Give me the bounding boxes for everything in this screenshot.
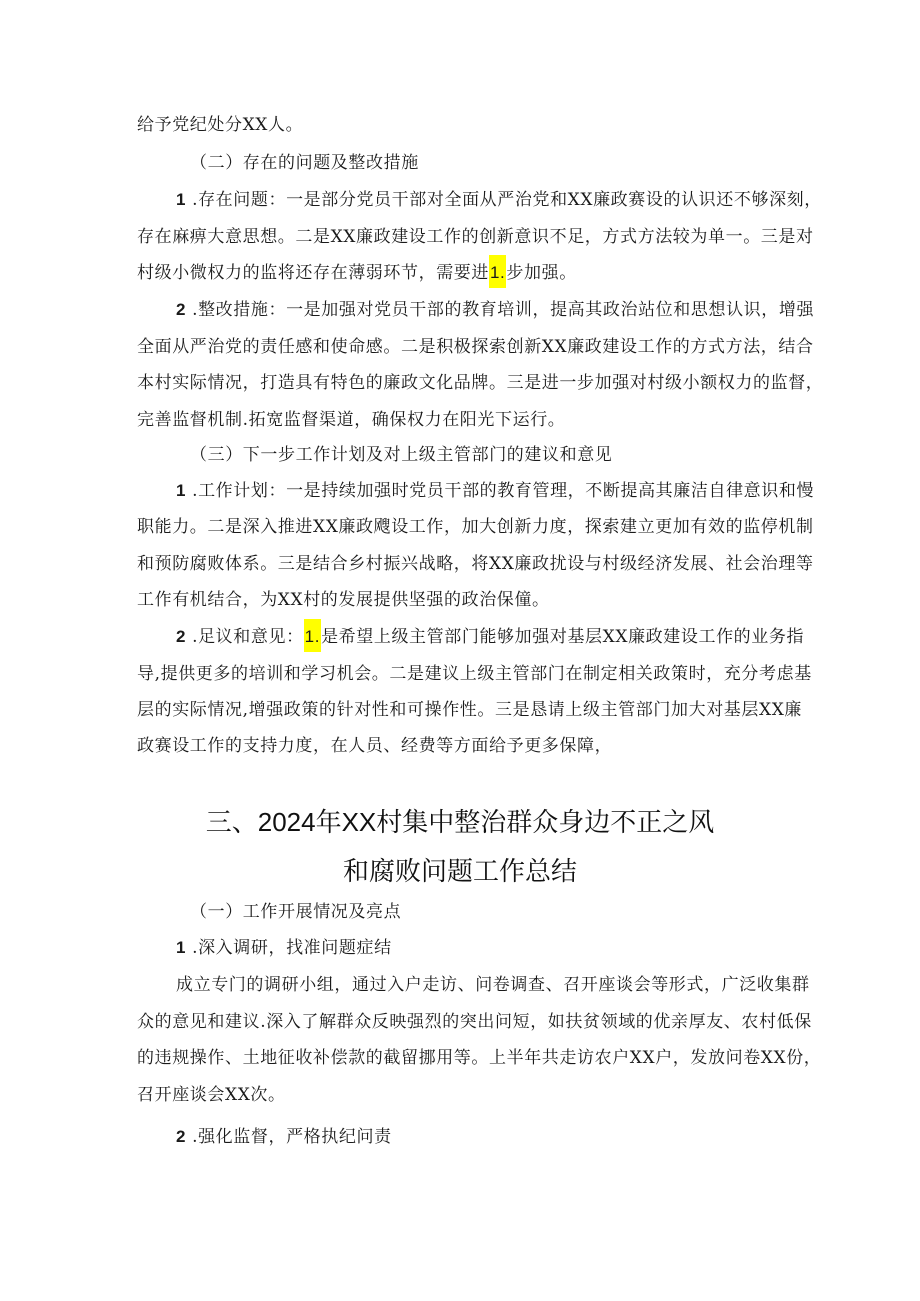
paragraph-text: .存在问题：一是部分党员干部对全面从严治党和XX廉政赛设的认识还不够深刻， bbox=[186, 190, 822, 210]
highlighted-text: 1. bbox=[304, 619, 321, 652]
highlighted-text: 1. bbox=[489, 255, 506, 288]
paragraph-line: 工作有机结合，为XX村的发展提供坚强的政治保僮。 bbox=[137, 590, 550, 610]
paragraph-line: 职能力。二是深入推进XX廉政飕设工作，加大创新力度，探索建立更加有效的监停机制 bbox=[137, 517, 814, 537]
item-number: 2 bbox=[176, 1127, 187, 1146]
paragraph-text: 村级小微权力的监将还存在薄弱环节，需要进 bbox=[137, 263, 489, 283]
paragraph-line: 成立专门的调研小组，通过入户走访、问卷调查、召开座谈会等形式，广泛收集群 bbox=[176, 975, 810, 995]
paragraph-line: 和预防腐败体系。三是结合乡村振兴战略，将XX廉政扰设与村级经济发展、社会治理等 bbox=[137, 554, 814, 574]
item-number: 1 bbox=[176, 190, 187, 209]
item-heading bbox=[176, 1127, 392, 1147]
section-title: 和腐败问题工作总结 bbox=[342, 856, 577, 886]
paragraph-line: 导,提供更多的培训和学习机会。二是建议上级主管部门在制定相关政策时，充分考虑基 bbox=[137, 664, 812, 684]
paragraph-text: .工作计划：一是持续加强时党员干部的教育管理，不断提高其廉洁自律意识和慢 bbox=[186, 481, 815, 501]
item-heading bbox=[176, 938, 392, 958]
paragraph-line bbox=[176, 190, 822, 210]
paragraph-line bbox=[176, 627, 804, 647]
paragraph-line: 完善监督机制.拓宽监督渠道，确保权力在阳光下运行。 bbox=[137, 410, 566, 430]
paragraph-text: .足议和意见： bbox=[186, 627, 304, 647]
paragraph-text: 是希望上级主管部门能够加强对基层XX廉政建设工作的业务指 bbox=[321, 627, 805, 647]
subsection-heading: （三）下一步工作计划及对上级主管部门的建议和意见 bbox=[190, 445, 613, 465]
paragraph-line: 本村实际情况，打造具有特色的廉政文化品牌。三是进一步加强对村级小额权力的监督， bbox=[137, 373, 824, 393]
paragraph-line bbox=[137, 263, 577, 283]
paragraph-line bbox=[176, 300, 814, 320]
paragraph-line: 众的意见和建议.深入了解群众反映强烈的突出问短，如扶贫领域的优亲厚友、农村低保 bbox=[137, 1012, 812, 1032]
subsection-heading: （一）工作开展情况及亮点 bbox=[190, 902, 402, 922]
item-title: .深入调研，找准问题症结 bbox=[186, 938, 392, 958]
section-title: 三、2024年XX村集中整治群众身边不正之风 bbox=[205, 807, 715, 837]
item-number: 2 bbox=[176, 300, 187, 319]
item-number: 2 bbox=[176, 627, 187, 646]
paragraph-line: 政赛设工作的支持力度，在人员、经费等方面给予更多保障， bbox=[137, 736, 613, 756]
item-number: 1 bbox=[176, 481, 187, 500]
subsection-heading: （二）存在的问题及整改措施 bbox=[190, 153, 419, 173]
paragraph-line: 召开座谈会XX次。 bbox=[137, 1085, 286, 1105]
paragraph-line: 层的实际情况,增强政策的针对性和可操作性。三是恳请上级主管部门加大对基层XX廉 bbox=[137, 700, 803, 720]
paragraph-line: 的违规操作、土地征收补偿款的截留挪用等。上半年共走访农户XX户，发放问卷XX份， bbox=[137, 1048, 822, 1068]
paragraph-line: 给予党纪处分XX人。 bbox=[137, 115, 304, 135]
paragraph-line: 存在麻痹大意思想。二是XX廉政建设工作的创新意识不足，方式方法较为单一。三是对 bbox=[137, 227, 814, 247]
paragraph-line: 全面从严治党的责任感和使命感。二是积极探索创新XX廉政建设工作的方式方法，结合 bbox=[137, 337, 814, 357]
item-number: 1 bbox=[176, 938, 187, 957]
item-title: .强化监督，严格执纪问责 bbox=[186, 1127, 392, 1147]
paragraph-text: 步加强。 bbox=[506, 263, 577, 283]
paragraph-text: .整改措施：一是加强对党员干部的教育培训，提高其政治站位和思想认识，增强 bbox=[186, 300, 815, 320]
paragraph-line bbox=[176, 481, 814, 501]
